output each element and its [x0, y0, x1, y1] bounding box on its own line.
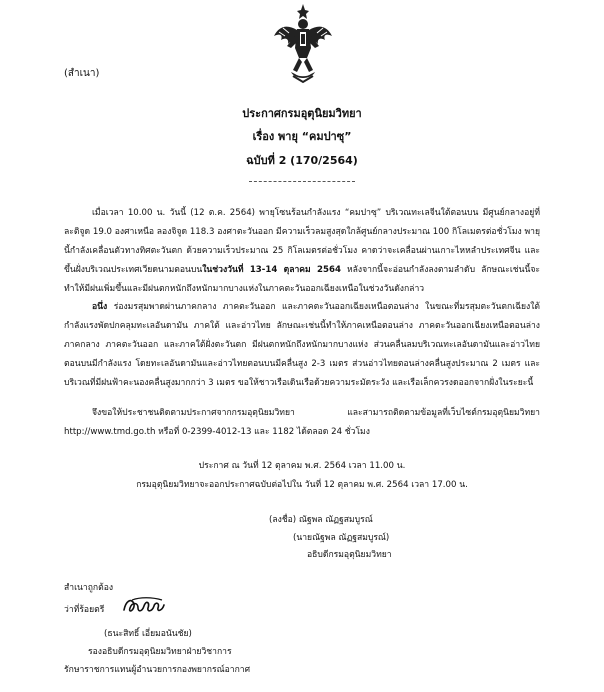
- announcement-issue-number: ฉบับที่ 2 (170/2564): [246, 154, 358, 167]
- issued-datetime: ประกาศ ณ วันที่ 12 ตุลาคม พ.ศ. 2564 เวลา 11.00 น.: [198, 461, 406, 471]
- landfall-date-highlight: ในช่วงวันที่ 13-14 ตุลาคม 2564: [202, 265, 341, 275]
- paragraph-contact-info: จึงขอให้ประชาชนติดตามประกาศจากกรมอุตุนิยมวิทยา และสามารถติดตามข้อมูลที่เว็บไซต์กรมอุตุนิยมวิทยา http://www.tmd.go.th หรือที่ 0-2399-4012-13 และ 1182 ได้ตลอด 24 ชั่วโมง: [64, 408, 540, 437]
- certifier-rank: ว่าที่ร้อยตรี: [64, 605, 105, 615]
- announcement-title: ประกาศกรมอุตุนิยมวิทยา: [242, 107, 362, 120]
- paragraph-storm-status-continued: หลังจากนี้จะอ่อนกำลังลงตามลำดับ ลักษณะเช่นนี้จะทำให้มีฝนเพิ่มขึ้นและมีฝนตกหนักถึงหนักมากบางแห่งในภาคตะวันออกเฉียงเหนือในช่วงวันดังกล่าว: [64, 265, 540, 294]
- copy-label: (สำเนา): [64, 68, 100, 79]
- signatory-full-name: (นายณัฐพล ณัฏฐสมบูรณ์): [293, 533, 390, 543]
- signatory-signed-line: (ลงชื่อ) ณัฐพล ณัฏฐสมบูรณ์: [269, 515, 373, 525]
- paragraph-storm-status-text: เมื่อเวลา 10.00 น. วันนี้ (12 ต.ค. 2564) พายุโซนร้อนกำลังแรง “คมปาซุ” บริเวณทะเลจีนใต้ตอนบน มีศูนย์กลางอยู่ที่ละติจูด 19.0 องศาเหนือ ลองจิจูด 118.3 องศาตะวันออก มีความเร็วลมสูงสุดใกล้ศูนย์กลางประมาณ 100 กิโลเมตรต่อชั่วโมง พายุนี้กำลังเคลื่อนตัวทางทิศตะวันตก ด้วยความเร็วประมาณ 25 กิโลเมตรต่อชั่วโมง คาดว่าจะเคลื่อนผ่านเกาะไหหลำประเทศจีน และขึ้นฝั่งบริเวณประเทศเวียดนามตอนบน: [64, 208, 540, 275]
- paragraph-monsoon-warning: [64, 298, 540, 393]
- paragraph-monsoon-body: ร่องมรสุมพาดผ่านภาคกลาง ภาคตะวันออก และภาคตะวันออกเฉียงเหนือตอนล่าง ในขณะที่มรสุมตะวันตกเฉียงใต้กำลังแรงพัดปกคลุมทะเลอันดามัน ภาคใต้ และอ่าวไทย ลักษณะเช่นนี้ทำให้ภาคเหนือตอนล่าง ภาคตะวันออกเฉียงเหนือตอนล่าง ภาคกลาง ภาคตะวันออก และภาคใต้ฝั่งตะวันตก มีฝนตกหนักถึงหนักมากบางแห่ง ส่วนคลื่นลมบริเวณทะเลอันดามันและอ่าวไทยตอนบนมีกำลังแรง โดยทะเลอันดามันและอ่าวไทยตอนบนมีคลื่นสูง 2-3 เมตร ส่วนอ่าวไทยตอนล่างคลื่นสูงประมาณ 2 เมตร และบริเวณที่มีฝนฟ้าคะนองคลื่นสูงมากกว่า 3 เมตร ขอให้ชาวเรือเดินเรือด้วยความระมัดระวัง และเรือเล็กควรงดออกจากฝั่งในระยะนี้: [64, 302, 540, 388]
- paragraph-storm-status: [64, 204, 540, 299]
- announcement-subject: เรื่อง พายุ “คมปาซุ”: [252, 130, 352, 143]
- garuda-emblem-icon: [271, 2, 335, 84]
- certifier-position: รองอธิบดีกรมอุตุนิยมวิทยาฝ่ายวิชาการ: [88, 647, 232, 657]
- signatory-position: อธิบดีกรมอุตุนิยมวิทยา: [307, 550, 392, 560]
- certified-copy-label: สำเนาถูกต้อง: [64, 583, 114, 593]
- heading-divider: [249, 181, 355, 182]
- paragraph-monsoon-lead: อนึ่ง: [92, 302, 108, 312]
- handwritten-signature-icon: [120, 596, 168, 618]
- certifier-acting-role: รักษาราชการแทนผู้อำนวยการกองพยากรณ์อากาศ: [64, 665, 251, 675]
- next-notice-datetime: กรมอุตุนิยมวิทยาจะออกประกาศฉบับต่อไปใน วันที่ 12 ตุลาคม พ.ศ. 2564 เวลา 17.00 น.: [136, 480, 468, 490]
- certifier-full-name: (ธนะสิทธิ์ เอี่ยมอนันชัย): [104, 629, 192, 639]
